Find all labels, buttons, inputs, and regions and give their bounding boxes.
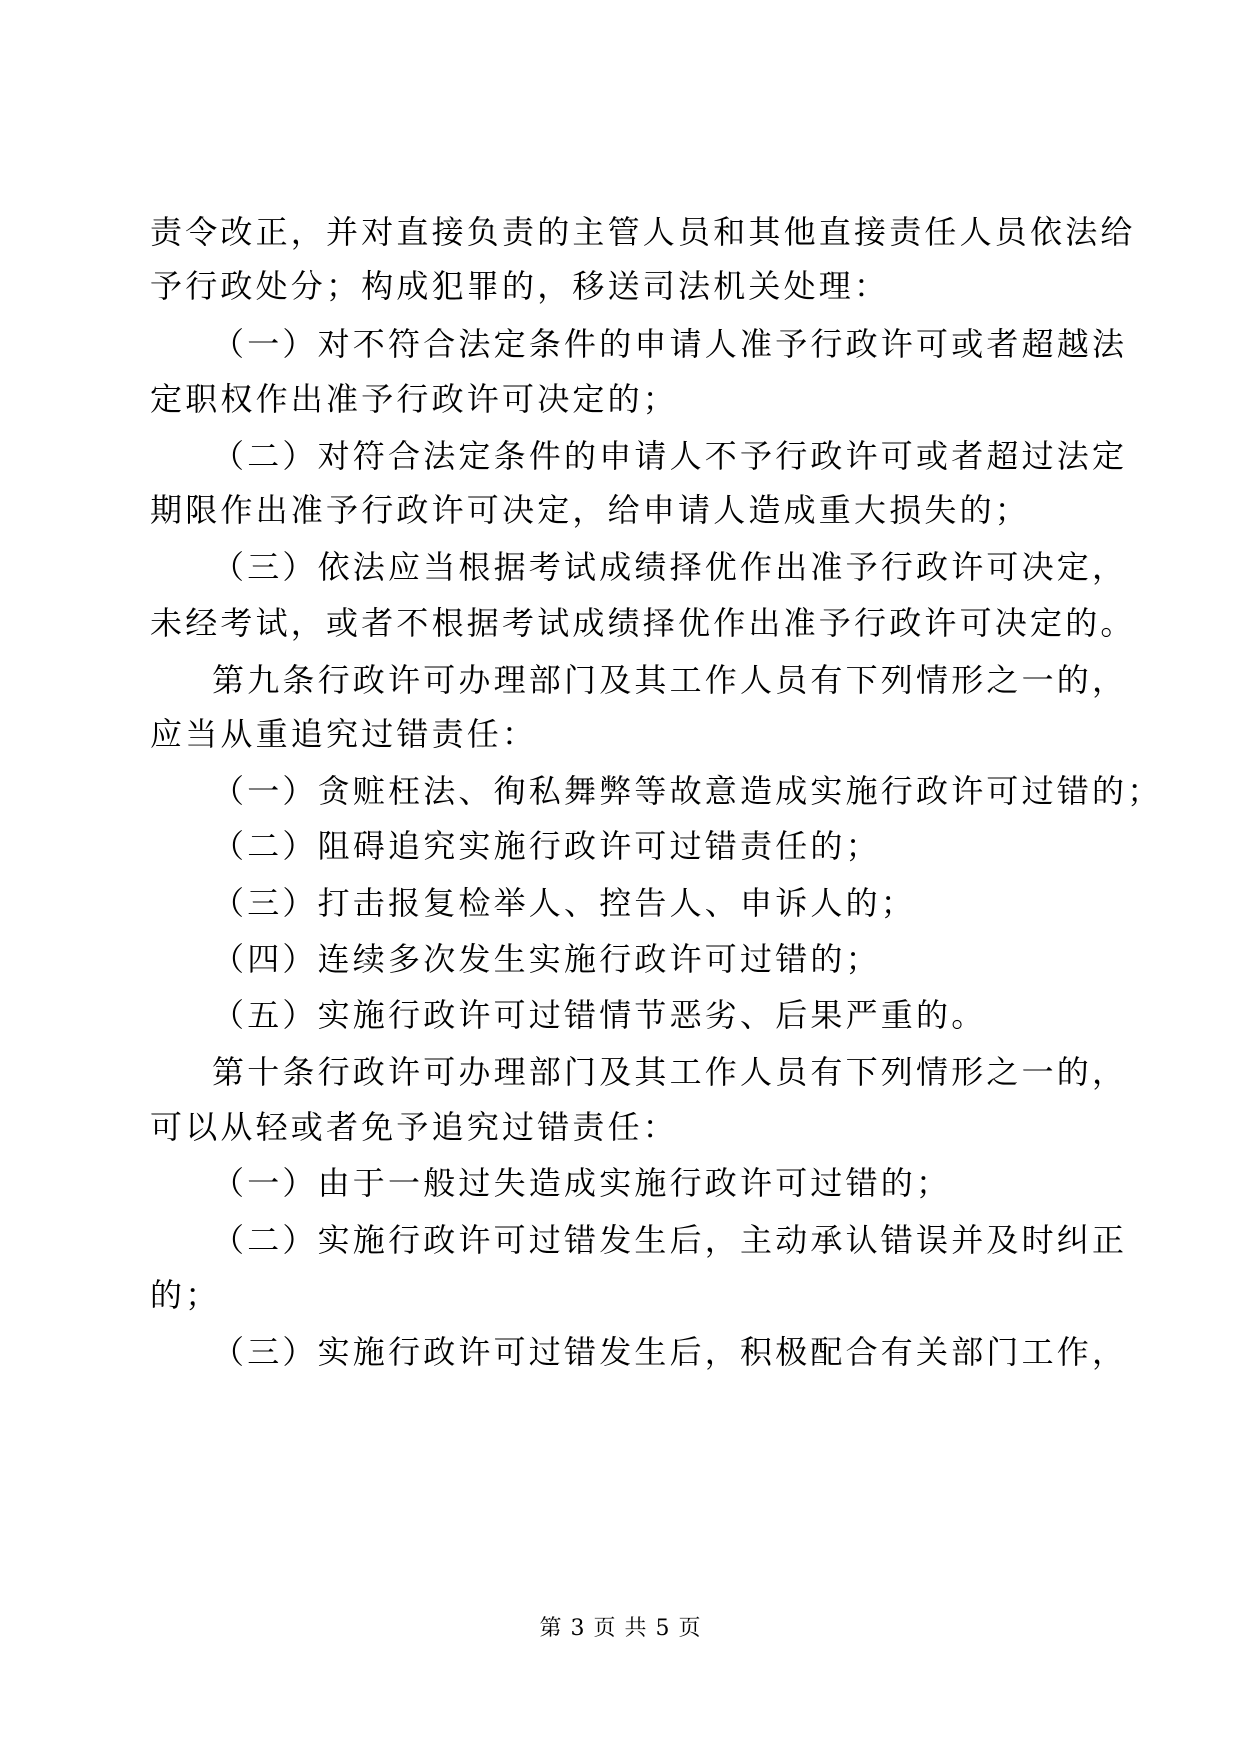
text-line: （四）连续多次发生实施行政许可过错的； — [212, 940, 881, 978]
text-line: 予行政处分；构成犯罪的，移送司法机关处理： — [150, 267, 890, 305]
text-line: 定职权作出准予行政许可决定的； — [150, 380, 679, 418]
text-line: （五）实施行政许可过错情节恶劣、后果严重的。 — [212, 996, 987, 1034]
text-line: （三）依法应当根据考试成绩择优作出准予行政许可决定， — [212, 548, 1128, 586]
text-line: （三）打击报复检举人、控告人、申诉人的； — [212, 884, 917, 922]
page-number-footer: 第 3 页 共 5 页 — [539, 1616, 702, 1641]
text-line: （一）由于一般过失造成实施行政许可过错的； — [212, 1164, 952, 1202]
text-line: 责令改正，并对直接负责的主管人员和其他直接责任人员依法给 — [150, 213, 1136, 251]
text-line: 应当从重追究过错责任： — [150, 715, 538, 753]
text-line: （二）阻碍追究实施行政许可过错责任的； — [212, 827, 881, 865]
text-line: 第九条行政许可办理部门及其工作人员有下列情形之一的， — [212, 661, 1128, 699]
text-line: （三）实施行政许可过错发生后，积极配合有关部门工作， — [212, 1333, 1128, 1371]
text-line: 可以从轻或者免予追究过错责任： — [150, 1108, 679, 1146]
text-line: 未经考试，或者不根据考试成绩择优作出准予行政许可决定的。 — [150, 604, 1136, 642]
text-line: 的； — [150, 1276, 221, 1314]
text-line: （二）对符合法定条件的申请人不予行政许可或者超过法定 — [212, 437, 1128, 475]
text-line: （一）贪赃枉法、徇私舞弊等故意造成实施行政许可过错的； — [212, 772, 1163, 810]
text-line: （二）实施行政许可过错发生后，主动承认错误并及时纠正 — [212, 1221, 1128, 1259]
text-line: 第十条行政许可办理部门及其工作人员有下列情形之一的， — [212, 1053, 1128, 1091]
text-line: 期限作出准予行政许可决定，给申请人造成重大损失的； — [150, 491, 1031, 529]
text-line: （一）对不符合法定条件的申请人准予行政许可或者超越法 — [212, 325, 1128, 363]
